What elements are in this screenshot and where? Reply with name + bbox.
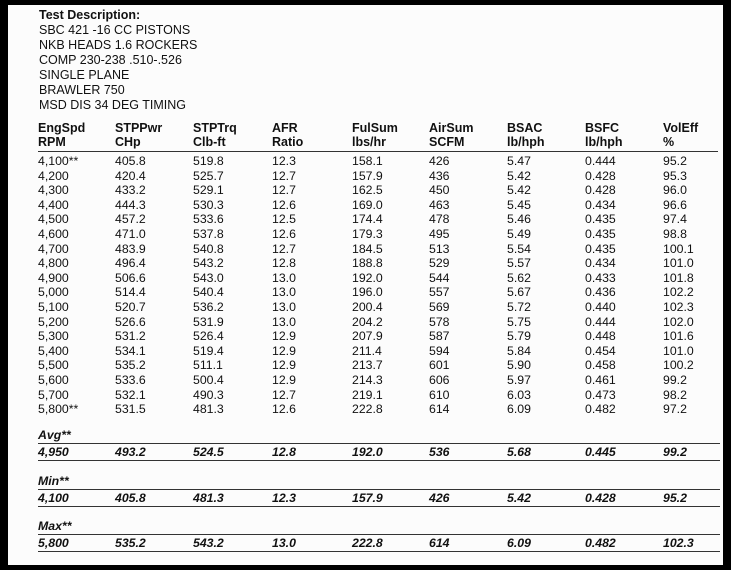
column-header-voleff [663, 122, 698, 149]
cell-airsum: 601 [429, 358, 450, 373]
stat-row-avg [8, 445, 723, 460]
cell-engspd: 5,000 [38, 285, 69, 300]
column-header-airsum [429, 122, 473, 149]
table-row [8, 183, 723, 198]
cell-stppwr: 420.4 [115, 168, 146, 183]
cell-engspd: 4,800 [38, 256, 69, 271]
cell-engspd: 5,200 [38, 314, 69, 329]
cell-fulsum: 200.4 [352, 300, 383, 314]
column-unit: Ratio [272, 134, 304, 149]
cell-fulsum: 207.9 [352, 329, 383, 344]
cell-stptrq: 537.8 [193, 227, 224, 241]
cell-airsum: 513 [429, 241, 450, 256]
cell-afr: 13.0 [272, 314, 296, 329]
cell-voleff: 98.2 [663, 387, 687, 402]
column-header-afr [272, 122, 303, 149]
cell-bsac: 6.03 [507, 387, 531, 402]
cell-voleff: 97.2 [663, 402, 687, 417]
cell-stptrq: 543.2 [193, 256, 224, 271]
column-name: AirSum [429, 121, 474, 135]
cell-afr: 13.0 [272, 300, 296, 314]
cell-voleff: 102.0 [663, 314, 694, 329]
cell-stptrq: 530.3 [193, 197, 224, 212]
cell-stptrq: 540.8 [193, 241, 224, 256]
description-line: MSD DIS 34 DEG TIMING [39, 98, 187, 112]
cell-engspd: 4,600 [38, 227, 69, 241]
cell-afr: 12.9 [272, 358, 296, 373]
description-line: COMP 230-238 .510-.526 [39, 53, 182, 67]
stat-cell-bsfc: 0.482 [585, 536, 616, 550]
cell-stptrq: 511.1 [193, 358, 223, 373]
stat-cell-stptrq: 543.2 [193, 536, 224, 550]
cell-stppwr: 471.0 [115, 227, 146, 241]
stat-cell-bsac: 6.09 [507, 536, 531, 550]
cell-stppwr: 526.6 [115, 314, 146, 329]
cell-fulsum: 184.5 [352, 241, 383, 256]
cell-airsum: 587 [429, 329, 450, 344]
column-name: EngSpd [38, 121, 86, 135]
column-name: VolEff [663, 121, 699, 135]
column-name: AFR [272, 121, 298, 135]
stat-cell-fulsum: 157.9 [352, 491, 383, 505]
cell-engspd: 4,500 [38, 212, 69, 227]
cell-stppwr: 483.9 [115, 241, 146, 256]
cell-stptrq: 519.4 [193, 343, 224, 358]
cell-stptrq: 519.8 [193, 154, 224, 168]
cell-voleff: 96.0 [663, 183, 687, 198]
stat-label-avg: Avg** [38, 428, 71, 442]
cell-bsac: 5.97 [507, 373, 531, 387]
cell-engspd: 5,500 [38, 358, 69, 373]
stat-cell-voleff: 99.2 [663, 445, 687, 459]
stat-cell-airsum: 426 [429, 491, 450, 505]
cell-voleff: 101.0 [663, 256, 694, 271]
cell-bsfc: 0.436 [585, 285, 616, 300]
column-unit: lb/hph [585, 134, 623, 149]
cell-engspd: 5,300 [38, 329, 69, 344]
cell-bsfc: 0.444 [585, 314, 616, 329]
description-line: SINGLE PLANE [39, 68, 130, 82]
cell-airsum: 606 [429, 373, 450, 387]
cell-engspd: 5,600 [38, 373, 69, 387]
cell-bsac: 5.49 [507, 227, 531, 241]
stat-cell-airsum: 536 [429, 445, 450, 459]
cell-fulsum: 192.0 [352, 270, 383, 285]
cell-stppwr: 531.5 [115, 402, 146, 417]
cell-bsfc: 0.448 [585, 329, 616, 344]
table-row [8, 388, 723, 403]
column-unit: CHp [115, 134, 141, 149]
column-header-stptrq [193, 122, 237, 149]
stat-cell-bsfc: 0.445 [585, 445, 616, 459]
cell-bsfc: 0.428 [585, 183, 616, 198]
cell-bsac: 5.57 [507, 256, 531, 271]
cell-engspd: 5,700 [38, 387, 69, 402]
cell-bsfc: 0.482 [585, 402, 616, 417]
cell-afr: 12.9 [272, 343, 296, 358]
cell-fulsum: 169.0 [352, 197, 383, 212]
stat-divider [38, 489, 720, 490]
cell-airsum: 544 [429, 270, 450, 285]
column-unit: Clb-ft [193, 134, 226, 149]
cell-fulsum: 158.1 [352, 154, 383, 168]
cell-afr: 12.6 [272, 197, 296, 212]
cell-bsfc: 0.435 [585, 212, 616, 227]
cell-fulsum: 219.1 [352, 387, 383, 402]
cell-stppwr: 506.6 [115, 270, 146, 285]
cell-stppwr: 533.6 [115, 373, 146, 387]
cell-stptrq: 500.4 [193, 373, 224, 387]
cell-bsac: 5.42 [507, 168, 531, 183]
stat-cell-fulsum: 222.8 [352, 536, 383, 550]
cell-bsac: 5.47 [507, 154, 531, 168]
column-header-stppwr [115, 122, 162, 149]
cell-stptrq: 529.1 [193, 183, 224, 198]
cell-afr: 12.7 [272, 387, 296, 402]
cell-stppwr: 514.4 [115, 285, 146, 300]
test-description [39, 8, 197, 113]
cell-bsac: 5.62 [507, 270, 531, 285]
table-row [8, 212, 723, 227]
cell-engspd: 4,200 [38, 168, 69, 183]
column-name: STPPwr [115, 121, 163, 135]
cell-fulsum: 204.2 [352, 314, 383, 329]
column-name: BSFC [585, 121, 620, 135]
cell-voleff: 95.2 [663, 154, 687, 168]
table-row [8, 358, 723, 373]
column-name: BSAC [507, 121, 543, 135]
cell-stppwr: 433.2 [115, 183, 146, 198]
cell-voleff: 100.2 [663, 358, 694, 373]
cell-fulsum: 222.8 [352, 402, 383, 417]
stat-cell-voleff: 102.3 [663, 536, 694, 550]
cell-engspd: 5,100 [38, 300, 69, 314]
cell-afr: 12.5 [272, 212, 296, 227]
cell-stptrq: 543.0 [193, 270, 224, 285]
stat-cell-stppwr: 405.8 [115, 491, 146, 505]
column-header-bsfc [585, 122, 623, 149]
cell-bsfc: 0.461 [585, 373, 616, 387]
cell-stppwr: 535.2 [115, 358, 146, 373]
cell-bsfc: 0.444 [585, 154, 616, 168]
cell-airsum: 569 [429, 300, 450, 314]
cell-bsac: 5.42 [507, 183, 531, 198]
cell-voleff: 98.8 [663, 227, 687, 241]
cell-stptrq: 481.3 [193, 402, 224, 417]
cell-voleff: 102.3 [663, 300, 694, 314]
column-header-row [8, 121, 723, 149]
cell-fulsum: 188.8 [352, 256, 383, 271]
description-heading: Test Description: [39, 8, 141, 22]
table-row [8, 271, 723, 286]
table-row [8, 154, 723, 169]
cell-afr: 12.9 [272, 373, 296, 387]
cell-bsfc: 0.458 [585, 358, 616, 373]
cell-bsac: 5.79 [507, 329, 531, 344]
table-row [8, 300, 723, 315]
stat-cell-bsac: 5.68 [507, 445, 531, 459]
table-row [8, 198, 723, 213]
stat-cell-fulsum: 192.0 [352, 445, 383, 459]
cell-bsfc: 0.435 [585, 241, 616, 256]
stat-bottom-divider [38, 551, 720, 552]
column-unit: RPM [38, 134, 66, 149]
stat-row-max [8, 536, 723, 551]
cell-fulsum: 213.7 [352, 358, 383, 373]
table-row [8, 169, 723, 184]
stat-cell-afr: 13.0 [272, 536, 296, 550]
stat-cell-afr: 12.8 [272, 445, 296, 459]
stat-cell-voleff: 95.2 [663, 491, 687, 505]
cell-voleff: 101.0 [663, 343, 694, 358]
column-unit: lb/hph [507, 134, 545, 149]
cell-bsfc: 0.440 [585, 300, 616, 314]
cell-bsac: 5.45 [507, 197, 531, 212]
table-row [8, 227, 723, 242]
cell-afr: 12.3 [272, 154, 296, 168]
header-divider [38, 151, 718, 152]
cell-airsum: 426 [429, 154, 450, 168]
stat-divider [38, 443, 720, 444]
cell-stppwr: 405.8 [115, 154, 146, 168]
table-row [8, 344, 723, 359]
cell-bsfc: 0.435 [585, 227, 616, 241]
cell-bsac: 5.72 [507, 300, 531, 314]
cell-bsac: 5.90 [507, 358, 531, 373]
cell-afr: 12.7 [272, 168, 296, 183]
stat-row-min [8, 491, 723, 506]
cell-stppwr: 457.2 [115, 212, 146, 227]
cell-stppwr: 444.3 [115, 197, 146, 212]
stat-bottom-divider [38, 506, 720, 507]
column-unit: % [663, 134, 675, 149]
cell-voleff: 102.2 [663, 285, 694, 300]
column-name: STPTrq [193, 121, 237, 135]
cell-stptrq: 531.9 [193, 314, 224, 329]
cell-engspd: 4,400 [38, 197, 69, 212]
cell-fulsum: 174.4 [352, 212, 383, 227]
cell-airsum: 610 [429, 387, 450, 402]
cell-engspd: 4,900 [38, 270, 69, 285]
column-name: FulSum [352, 121, 398, 135]
stat-cell-engspd: 4,950 [38, 445, 69, 459]
dyno-report-sheet [8, 5, 723, 565]
column-unit: lbs/hr [352, 134, 387, 149]
cell-afr: 12.6 [272, 227, 296, 241]
column-header-fulsum [352, 122, 398, 149]
cell-airsum: 614 [429, 402, 450, 417]
cell-airsum: 478 [429, 212, 450, 227]
stat-cell-stptrq: 481.3 [193, 491, 224, 505]
column-header-engspd [38, 122, 85, 149]
cell-bsfc: 0.434 [585, 256, 616, 271]
cell-airsum: 495 [429, 227, 450, 241]
stat-cell-engspd: 5,800 [38, 536, 69, 550]
cell-airsum: 557 [429, 285, 450, 300]
stat-cell-airsum: 614 [429, 536, 450, 550]
table-row [8, 329, 723, 344]
cell-stptrq: 490.3 [193, 387, 224, 402]
cell-bsac: 6.09 [507, 402, 531, 417]
description-line: NKB HEADS 1.6 ROCKERS [39, 38, 198, 52]
description-line: BRAWLER 750 [39, 83, 125, 97]
cell-engspd: 5,800** [38, 402, 79, 417]
cell-afr: 12.6 [272, 402, 296, 417]
stat-cell-bsac: 5.42 [507, 491, 531, 505]
cell-airsum: 529 [429, 256, 450, 271]
cell-afr: 13.0 [272, 270, 296, 285]
cell-stppwr: 520.7 [115, 300, 146, 314]
cell-voleff: 101.6 [663, 329, 694, 344]
cell-stppwr: 531.2 [115, 329, 146, 344]
cell-afr: 12.7 [272, 241, 296, 256]
stat-label-max: Max** [38, 519, 72, 533]
cell-stptrq: 525.7 [193, 168, 224, 183]
cell-bsac: 5.75 [507, 314, 531, 329]
stat-divider [38, 534, 720, 535]
cell-engspd: 4,700 [38, 241, 69, 256]
cell-afr: 13.0 [272, 285, 296, 300]
cell-stptrq: 540.4 [193, 285, 224, 300]
table-row [8, 315, 723, 330]
cell-airsum: 463 [429, 197, 450, 212]
stat-cell-stppwr: 493.2 [115, 445, 146, 459]
stat-bottom-divider [38, 460, 720, 461]
stat-cell-engspd: 4,100 [38, 491, 69, 505]
cell-engspd: 5,400 [38, 343, 69, 358]
cell-stppwr: 532.1 [115, 387, 146, 402]
cell-bsac: 5.54 [507, 241, 531, 256]
stat-cell-stppwr: 535.2 [115, 536, 146, 550]
column-header-bsac [507, 122, 545, 149]
cell-afr: 12.7 [272, 183, 296, 198]
stat-label-min: Min** [38, 474, 69, 488]
table-row [8, 285, 723, 300]
cell-voleff: 100.1 [663, 241, 694, 256]
cell-engspd: 4,100** [38, 154, 79, 168]
stat-cell-bsfc: 0.428 [585, 491, 616, 505]
cell-airsum: 594 [429, 343, 450, 358]
cell-stppwr: 534.1 [115, 343, 146, 358]
column-unit: SCFM [429, 134, 465, 149]
cell-afr: 12.9 [272, 329, 296, 344]
cell-airsum: 436 [429, 168, 450, 183]
cell-airsum: 450 [429, 183, 450, 198]
cell-voleff: 95.3 [663, 168, 687, 183]
cell-bsfc: 0.434 [585, 197, 616, 212]
cell-fulsum: 162.5 [352, 183, 383, 198]
table-row [8, 373, 723, 388]
stat-cell-afr: 12.3 [272, 491, 296, 505]
table-row [8, 242, 723, 257]
cell-fulsum: 214.3 [352, 373, 383, 387]
cell-bsac: 5.84 [507, 343, 531, 358]
table-row [8, 402, 723, 417]
cell-bsac: 5.46 [507, 212, 531, 227]
cell-stptrq: 533.6 [193, 212, 224, 227]
cell-fulsum: 157.9 [352, 168, 383, 183]
cell-voleff: 101.8 [663, 270, 694, 285]
cell-voleff: 99.2 [663, 373, 687, 387]
cell-fulsum: 196.0 [352, 285, 383, 300]
cell-voleff: 97.4 [663, 212, 687, 227]
cell-bsfc: 0.454 [585, 343, 616, 358]
cell-bsfc: 0.473 [585, 387, 616, 402]
cell-fulsum: 211.4 [352, 343, 382, 358]
cell-stptrq: 536.2 [193, 300, 224, 314]
description-line: SBC 421 -16 CC PISTONS [39, 23, 191, 37]
cell-stptrq: 526.4 [193, 329, 224, 344]
table-row [8, 256, 723, 271]
cell-bsfc: 0.433 [585, 270, 616, 285]
cell-bsac: 5.67 [507, 285, 531, 300]
cell-voleff: 96.6 [663, 197, 687, 212]
cell-engspd: 4,300 [38, 183, 69, 198]
cell-afr: 12.8 [272, 256, 296, 271]
cell-fulsum: 179.3 [352, 227, 383, 241]
cell-airsum: 578 [429, 314, 450, 329]
cell-stppwr: 496.4 [115, 256, 146, 271]
cell-bsfc: 0.428 [585, 168, 616, 183]
stat-cell-stptrq: 524.5 [193, 445, 224, 459]
